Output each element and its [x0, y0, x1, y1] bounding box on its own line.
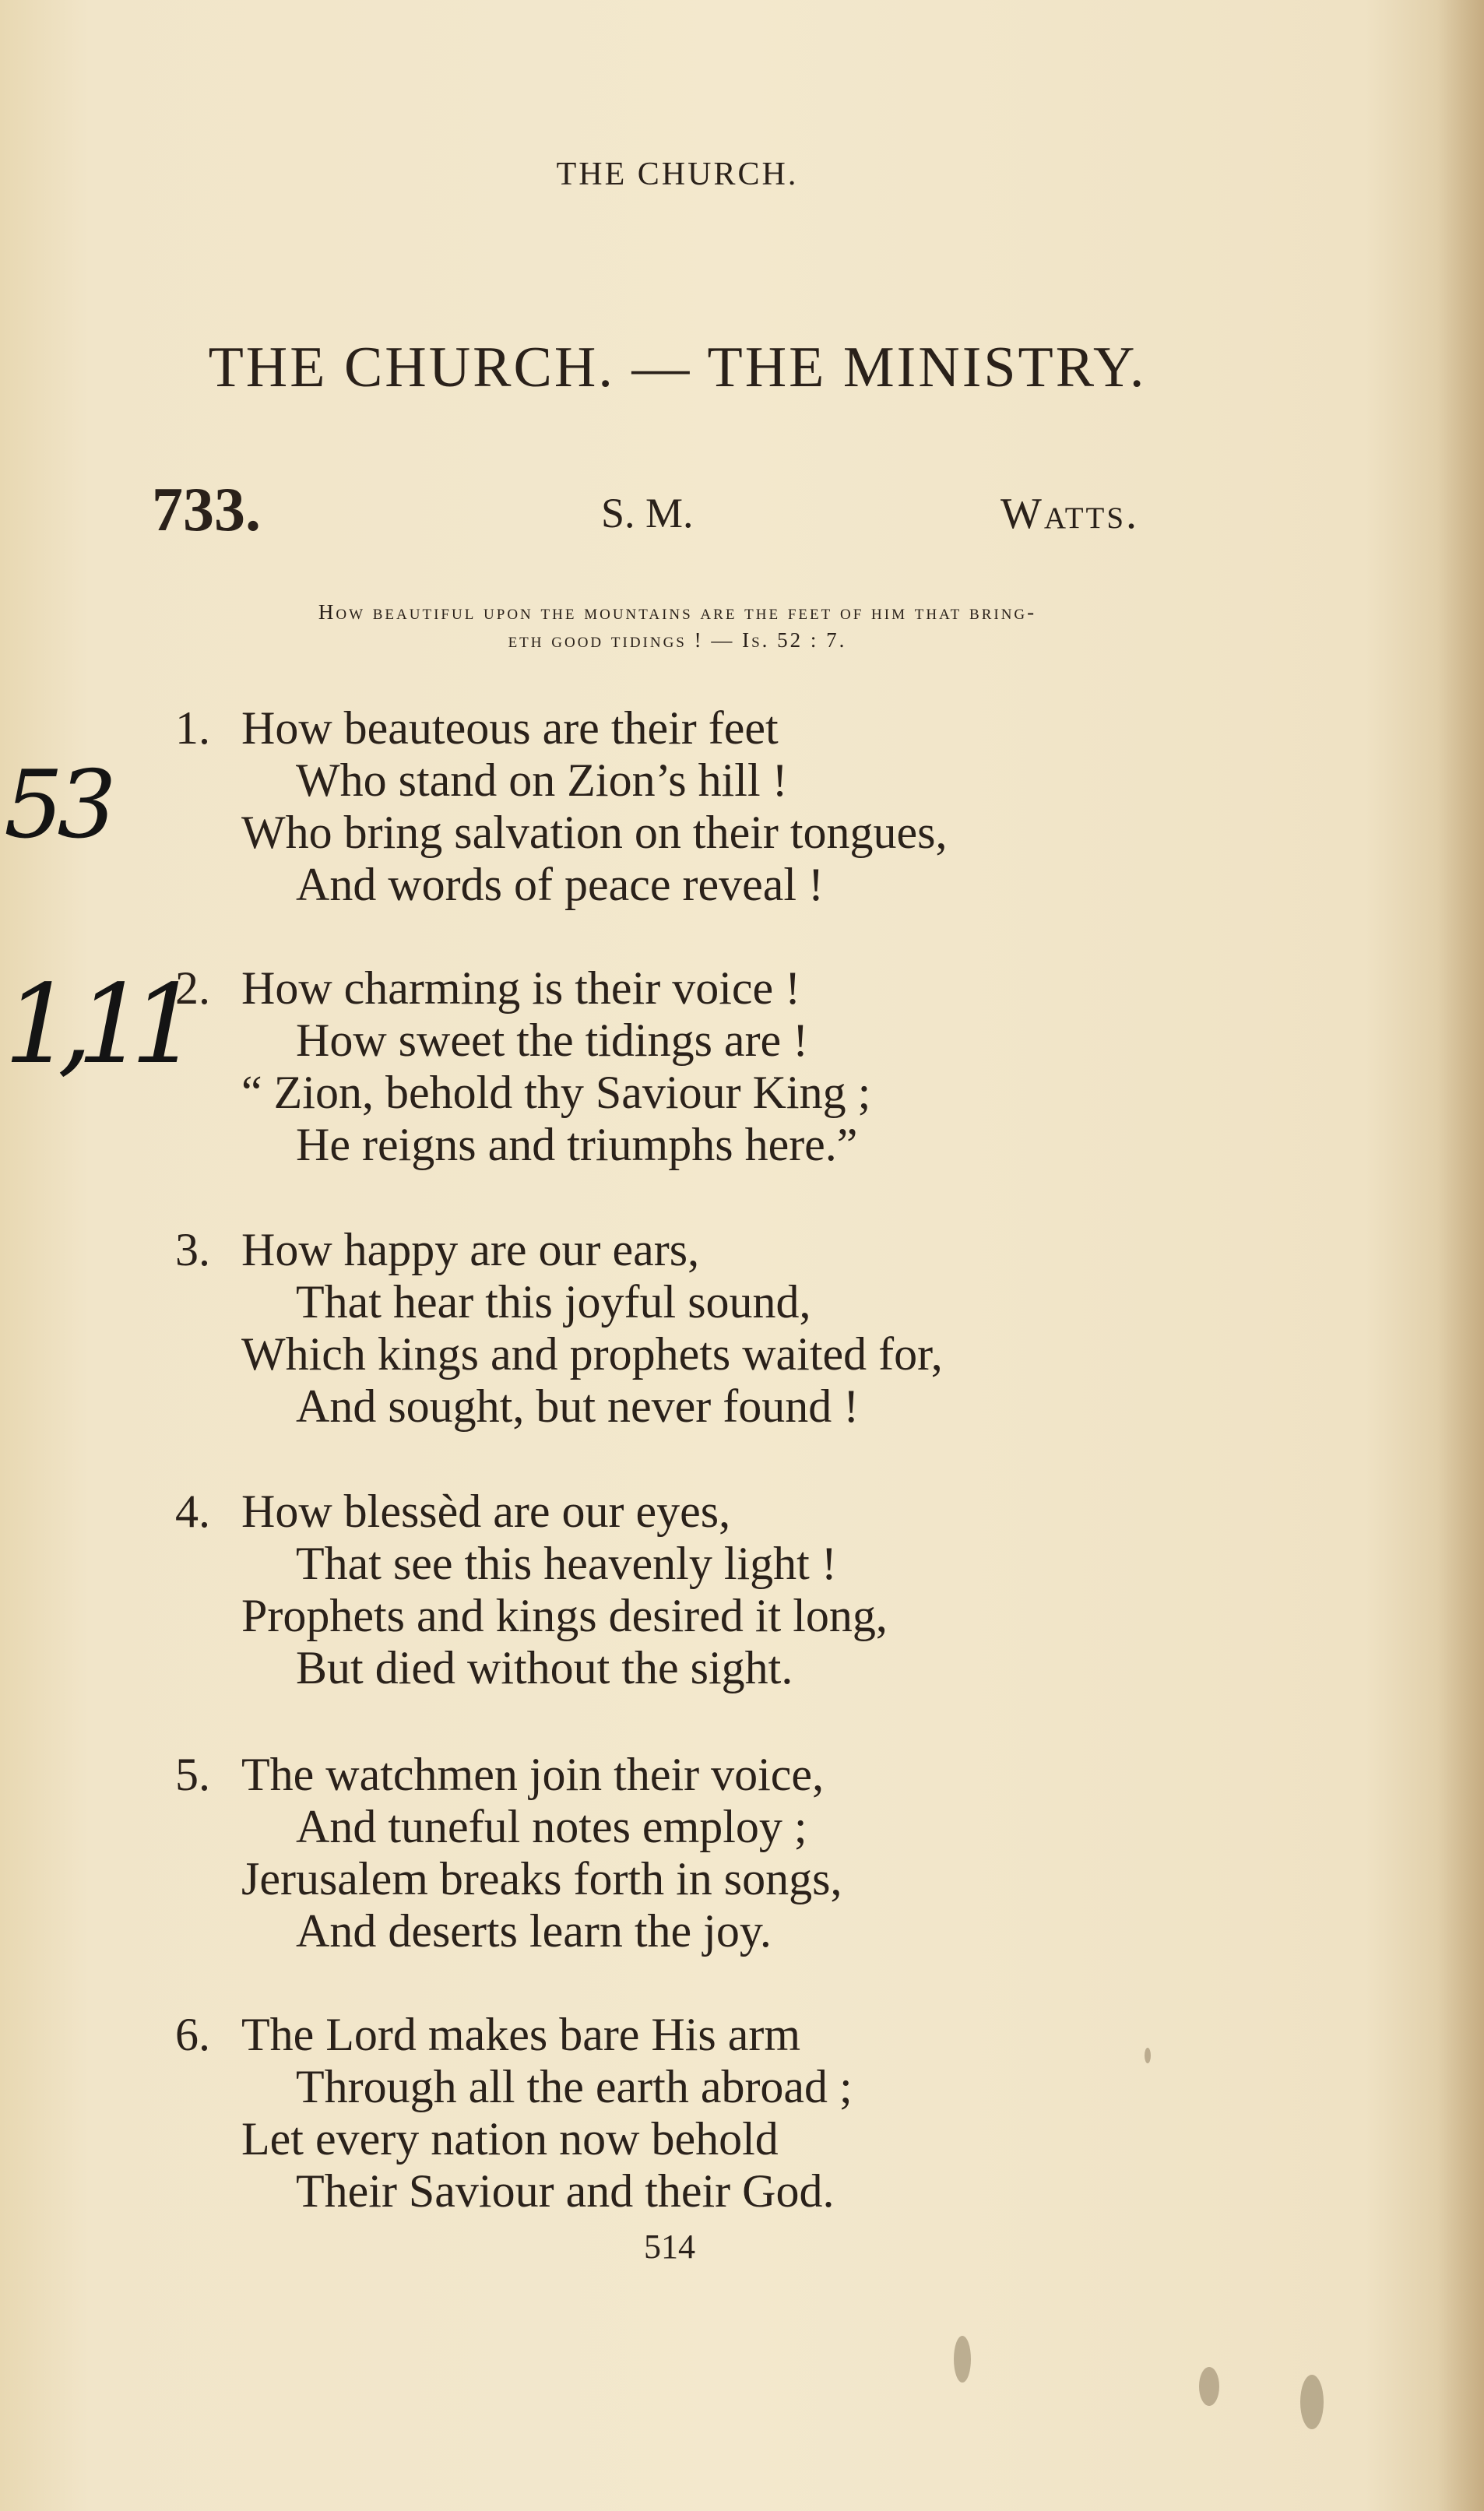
ink-smudge: [954, 2336, 971, 2383]
verse-text: But died without the sight.: [296, 1642, 793, 1693]
epigraph-line: eth good tidings ! — Is. 52 : 7.: [508, 628, 847, 652]
verse-line: [175, 1749, 1187, 1801]
scripture-epigraph: [86, 598, 1269, 654]
verse-text: How beauteous are their feet: [241, 702, 779, 754]
handwritten-margin-mark: 1,11: [4, 962, 185, 1088]
stanza-number: 1.: [175, 702, 210, 754]
verse-line: [175, 1380, 1187, 1433]
handwritten-margin-mark: 53: [4, 751, 111, 860]
verse-line: [175, 1276, 1187, 1328]
hymn-number: 733.: [152, 476, 261, 544]
verse-text: The watchmen join their voice,: [241, 1749, 825, 1800]
stanza-number: 6.: [175, 2009, 210, 2060]
verse-line: [175, 1853, 1187, 1905]
verse-line: [175, 1224, 1187, 1276]
verse-line: [175, 702, 1187, 754]
verse-text: How blessèd are our eyes,: [241, 1486, 731, 1537]
verse-line: [175, 807, 1187, 859]
verse-text: Let every nation now behold: [241, 2113, 779, 2165]
hymn-author: Watts.: [1000, 490, 1140, 538]
verse-line: [175, 1486, 1187, 1538]
stanza-3: [175, 1224, 1187, 1433]
stanza-2: [175, 962, 1187, 1171]
verse-line: [175, 1067, 1187, 1119]
verse-line: [175, 962, 1187, 1015]
verse-line: [175, 754, 1187, 807]
verse-text: And sought, but never found !: [296, 1380, 860, 1432]
verse-text: The Lord makes bare His arm: [241, 2009, 801, 2060]
stanza-6: [175, 2009, 1187, 2217]
stanza-number: 4.: [175, 1486, 210, 1537]
page-number: 514: [644, 2228, 695, 2266]
verse-text: He reigns and triumphs here.”: [296, 1119, 858, 1170]
verse-text: That hear this joyful sound,: [296, 1276, 811, 1328]
verse-line: [175, 1905, 1187, 1957]
verse-text: How charming is their voice !: [241, 962, 801, 1014]
section-title: THE CHURCH. — THE MINISTRY.: [208, 336, 1147, 399]
stanza-number: 5.: [175, 1749, 210, 1800]
hymn-meter: S. M.: [601, 490, 694, 536]
ink-smudge: [1300, 2375, 1324, 2429]
verse-line: [175, 1328, 1187, 1380]
verse-text: Through all the earth abroad ;: [296, 2061, 853, 2112]
verse-text: Their Saviour and their God.: [296, 2165, 835, 2217]
verse-text: Prophets and kings desired it long,: [241, 1590, 888, 1641]
verse-line: [175, 1590, 1187, 1642]
verse-text: Who stand on Zion’s hill !: [296, 754, 788, 806]
verse-line: [175, 1642, 1187, 1694]
verse-line: [175, 1119, 1187, 1171]
epigraph-line: How beautiful upon the mountains are the feet of him that bring-: [318, 600, 1037, 624]
verse-line: [175, 2061, 1187, 2113]
verse-text: Which kings and prophets waited for,: [241, 1328, 943, 1380]
verse-text: And words of peace reveal !: [296, 859, 825, 910]
running-head: THE CHURCH.: [556, 156, 799, 192]
verse-text: How happy are our ears,: [241, 1224, 700, 1275]
verse-text: Who bring salvation on their tongues,: [241, 807, 948, 858]
verse-text: And deserts learn the joy.: [296, 1905, 772, 1957]
verse-line: [175, 2113, 1187, 2165]
verse-line: [175, 2165, 1187, 2217]
stanza-5: [175, 1749, 1187, 1957]
stanza-number: 2.: [175, 962, 210, 1014]
verse-line: [175, 1538, 1187, 1590]
ink-smudge: [1199, 2367, 1219, 2406]
verse-text: How sweet the tidings are !: [296, 1015, 809, 1066]
verse-text: And tuneful notes employ ;: [296, 1801, 807, 1852]
stanza-4: [175, 1486, 1187, 1694]
verse-text: “ Zion, behold thy Saviour King ;: [241, 1067, 871, 1118]
verse-line: [175, 2009, 1187, 2061]
verse-text: Jerusalem breaks forth in songs,: [241, 1853, 842, 1904]
verse-line: [175, 1801, 1187, 1853]
stanza-number: 3.: [175, 1224, 210, 1275]
stanza-1: [175, 702, 1187, 911]
verse-text: That see this heavenly light !: [296, 1538, 837, 1589]
verse-line: [175, 1015, 1187, 1067]
verse-line: [175, 859, 1187, 911]
ink-smudge: [1145, 2048, 1151, 2063]
